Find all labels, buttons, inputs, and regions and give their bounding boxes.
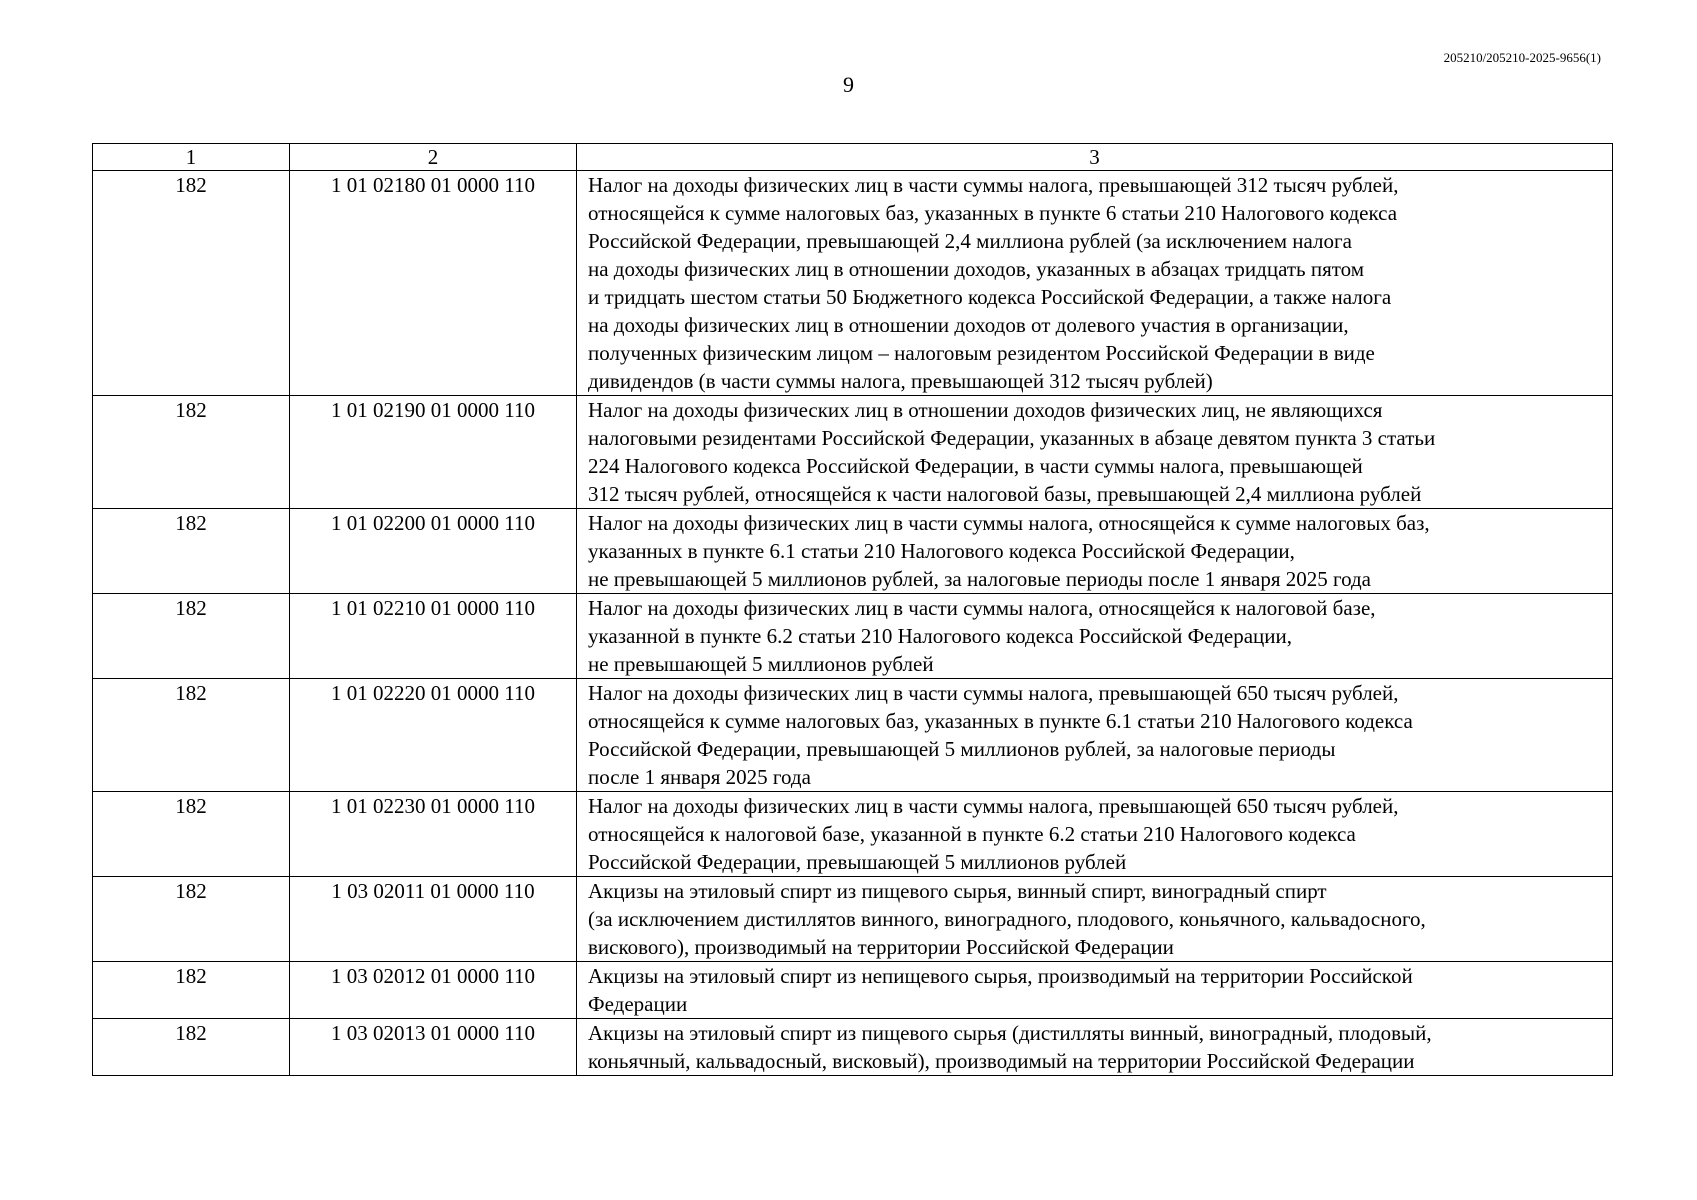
description-line: Налог на доходы физических лиц в части суммы налога, превышающей 312 тысяч рублей,: [588, 173, 1399, 197]
description-cell: [577, 792, 1613, 877]
admin-code-cell: 182: [93, 171, 290, 396]
table-row: [93, 877, 1613, 962]
admin-code-cell: 182: [93, 792, 290, 877]
description-line: полученных физическим лицом – налоговым резидентом Российской Федерации в виде: [588, 341, 1375, 365]
description-line: указанной в пункте 6.2 статьи 210 Налогового кодекса Российской Федерации,: [588, 624, 1293, 648]
admin-code-cell: 182: [93, 1019, 290, 1076]
description-line: Российской Федерации, превышающей 5 миллионов рублей, за налоговые периоды: [588, 737, 1336, 761]
table-row: [93, 171, 1613, 396]
description-line: Налог на доходы физических лиц в части суммы налога, относящейся к налоговой базе,: [588, 596, 1376, 620]
description-line: относящейся к сумме налоговых баз, указанных в пункте 6.1 статьи 210 Налогового кодекса: [588, 709, 1413, 733]
description-line: Акцизы на этиловый спирт из пищевого сырья (дистилляты винный, виноградный, плодовый,: [588, 1021, 1432, 1045]
description-line: Налог на доходы физических лиц в отношении доходов физических лиц, не являющихся: [588, 398, 1383, 422]
table-row: [93, 792, 1613, 877]
budget-code-cell: 1 01 02200 01 0000 110: [290, 509, 577, 594]
description-line: Налог на доходы физических лиц в части суммы налога, относящейся к сумме налоговых баз,: [588, 511, 1430, 535]
budget-code-cell: 1 01 02220 01 0000 110: [290, 679, 577, 792]
description-line: Российской Федерации, превышающей 5 миллионов рублей: [588, 850, 1127, 874]
table-row: [93, 396, 1613, 509]
admin-code-cell: 182: [93, 396, 290, 509]
description-cell: [577, 594, 1613, 679]
description-cell: [577, 509, 1613, 594]
description-cell: [577, 962, 1613, 1019]
description-line: Федерации: [588, 992, 688, 1016]
description-line: на доходы физических лиц в отношении доходов от долевого участия в организации,: [588, 313, 1349, 337]
description-cell: [577, 396, 1613, 509]
page-number: 9: [843, 72, 854, 97]
description-cell: [577, 1019, 1613, 1076]
description-line: после 1 января 2025 года: [588, 765, 811, 789]
admin-code-cell: 182: [93, 679, 290, 792]
budget-code-cell: 1 01 02180 01 0000 110: [290, 171, 577, 396]
table-row: [93, 1019, 1613, 1076]
table-row: [93, 509, 1613, 594]
description-cell: [577, 679, 1613, 792]
description-line: Налог на доходы физических лиц в части суммы налога, превышающей 650 тысяч рублей,: [588, 794, 1399, 818]
budget-code-cell: 1 01 02230 01 0000 110: [290, 792, 577, 877]
column-header-2: 2: [290, 144, 577, 171]
description-line: относящейся к налоговой базе, указанной в пункте 6.2 статьи 210 Налогового кодекса: [588, 822, 1356, 846]
admin-code-cell: 182: [93, 877, 290, 962]
description-line: вискового), производимый на территории Российской Федерации: [588, 935, 1174, 959]
description-line: дивидендов (в части суммы налога, превышающей 312 тысяч рублей): [588, 369, 1213, 393]
budget-code-cell: 1 01 02210 01 0000 110: [290, 594, 577, 679]
column-header-3: 3: [577, 144, 1613, 171]
description-line: 224 Налогового кодекса Российской Федерации, в части суммы налога, превышающей: [588, 454, 1363, 478]
document-id: 205210/205210-2025-9656(1): [1443, 50, 1601, 65]
table-row: [93, 962, 1613, 1019]
admin-code-cell: 182: [93, 962, 290, 1019]
description-line: не превышающей 5 миллионов рублей: [588, 652, 934, 676]
table-row: [93, 679, 1613, 792]
budget-code-cell: 1 03 02012 01 0000 110: [290, 962, 577, 1019]
classification-table: [92, 143, 1613, 1076]
classification-table-container: [92, 143, 1612, 1076]
table-body: [93, 171, 1613, 1076]
description-line: и тридцать шестом статьи 50 Бюджетного кодекса Российской Федерации, а также налога: [588, 285, 1392, 309]
description-line: Акцизы на этиловый спирт из непищевого сырья, производимый на территории Российской: [588, 964, 1413, 988]
admin-code-cell: 182: [93, 509, 290, 594]
table-row: [93, 594, 1613, 679]
column-header-1: 1: [93, 144, 290, 171]
description-line: Акцизы на этиловый спирт из пищевого сырья, винный спирт, виноградный спирт: [588, 879, 1327, 903]
description-line: относящейся к сумме налоговых баз, указанных в пункте 6 статьи 210 Налогового кодекса: [588, 201, 1398, 225]
budget-code-cell: 1 03 02011 01 0000 110: [290, 877, 577, 962]
budget-code-cell: 1 03 02013 01 0000 110: [290, 1019, 577, 1076]
table-header: [93, 144, 1613, 171]
budget-code-cell: 1 01 02190 01 0000 110: [290, 396, 577, 509]
description-cell: [577, 171, 1613, 396]
description-line: налоговыми резидентами Российской Федерации, указанных в абзаце девятом пункта 3 статьи: [588, 426, 1436, 450]
description-line: на доходы физических лиц в отношении доходов, указанных в абзацах тридцать пятом: [588, 257, 1365, 281]
admin-code-cell: 182: [93, 594, 290, 679]
description-cell: [577, 877, 1613, 962]
description-line: коньячный, кальвадосный, висковый), производимый на территории Российской Федерации: [588, 1049, 1415, 1073]
description-line: (за исключением дистиллятов винного, виноградного, плодового, коньячного, кальвадосного,: [588, 907, 1426, 931]
description-line: 312 тысяч рублей, относящейся к части налоговой базы, превышающей 2,4 миллиона рублей: [588, 482, 1422, 506]
description-line: Налог на доходы физических лиц в части суммы налога, превышающей 650 тысяч рублей,: [588, 681, 1399, 705]
description-line: указанных в пункте 6.1 статьи 210 Налогового кодекса Российской Федерации,: [588, 539, 1295, 563]
description-line: Российской Федерации, превышающей 2,4 миллиона рублей (за исключением налога: [588, 229, 1352, 253]
header-row: [93, 144, 1613, 171]
description-line: не превышающей 5 миллионов рублей, за налоговые периоды после 1 января 2025 года: [588, 567, 1371, 591]
